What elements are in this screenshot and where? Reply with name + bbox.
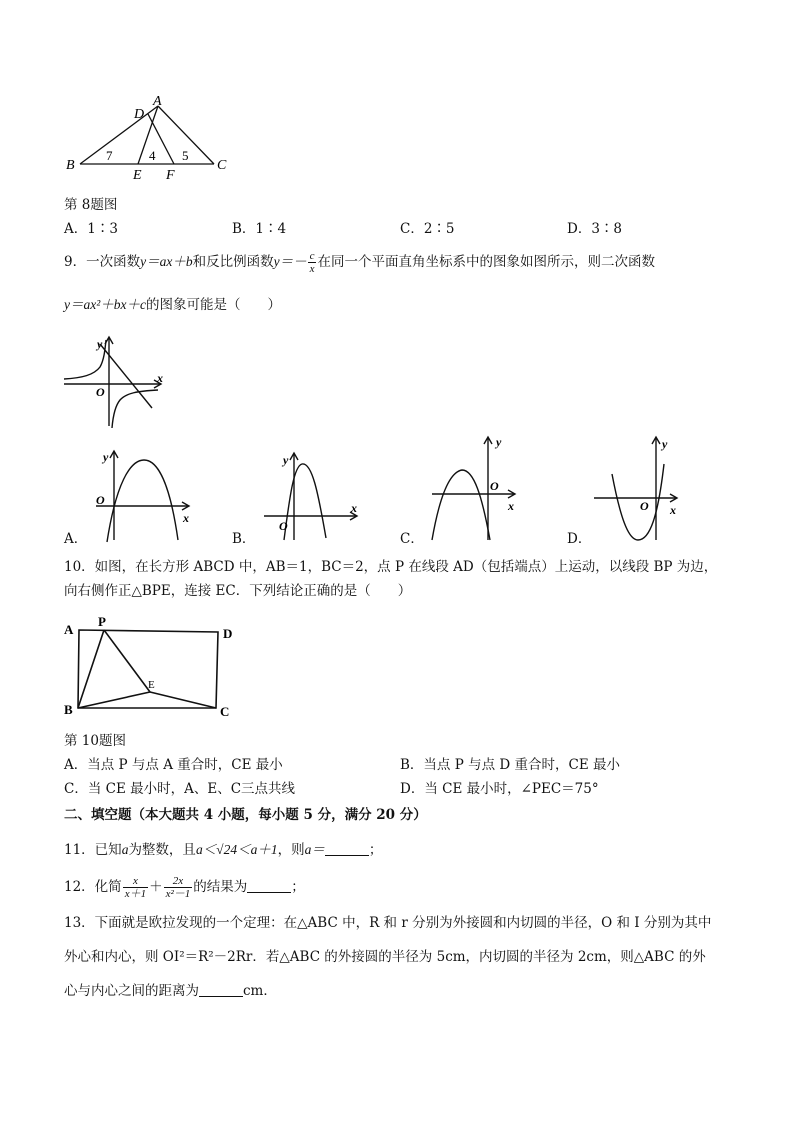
q9-stem-line2	[64, 296, 281, 314]
q9-option-d-label: D．	[567, 531, 592, 547]
q9-option-c-label: C．	[400, 531, 424, 547]
q10-choice-b: B．当点 P 与点 D 重合时，CE 最小	[400, 757, 620, 773]
parabola	[284, 464, 326, 540]
q10-rectangle-figure	[62, 612, 240, 720]
q10-choice-d: D．当 CE 最小时，∠PEC＝75°	[400, 781, 599, 797]
segment-PE	[104, 630, 150, 692]
q11-inequality: a＜√24＜a＋1	[195, 842, 278, 857]
q9-linear-function: y＝ax＋b	[140, 254, 193, 269]
q10-stem-line2: 向右侧作正△BPE，连接 EC．下列结论正确的是（ ）	[64, 583, 412, 599]
q10-caption: 第 10题图	[64, 733, 126, 749]
q9-main-graph	[62, 334, 172, 432]
q11-answer-blank[interactable]	[325, 841, 369, 856]
q13-line3	[64, 982, 277, 1000]
q13-line2: 外心和内心，则 OI²＝R²－2Rr．若△ABC 的外接圆的半径为 5cm，内切圆的半径为 2cm，则△ABC 的外	[64, 949, 706, 965]
q12-end: ；	[291, 879, 305, 895]
q8-caption: 第 8题图	[64, 197, 118, 213]
q9-quadratic-function: y＝ax²＋bx＋c	[64, 297, 147, 312]
q11-answer-lhs: a＝	[304, 842, 325, 857]
q13-text-a: 心与内心之间的距离为	[64, 983, 199, 999]
x-label: x	[508, 499, 514, 513]
q12-text-a: 12．化简	[64, 879, 122, 895]
area-label-7: 7	[106, 148, 113, 163]
x-label: x	[183, 511, 189, 525]
origin-label: O	[96, 493, 105, 507]
q9-option-a-label: A．	[64, 531, 88, 547]
q9-option-b-label: B．	[232, 531, 256, 547]
q11-text-c: 为整数，且	[128, 842, 196, 858]
origin-label: O	[490, 479, 499, 493]
q9-inverse-lhs: y＝－	[273, 254, 307, 269]
label-B: B	[64, 702, 73, 717]
q9-text-a: 一次函数	[86, 254, 141, 270]
y-label: y	[97, 337, 103, 351]
area-label-4: 4	[149, 148, 156, 163]
q11-line	[64, 841, 382, 859]
q9-inverse-num: c	[309, 250, 315, 262]
parabola	[107, 460, 178, 542]
segment-EC	[150, 692, 216, 708]
q12-f2-num: 2x	[164, 875, 193, 888]
q11-text-e: ，则	[277, 842, 305, 858]
q12-f1-den: x＋1	[124, 888, 147, 900]
label-D: D	[134, 107, 145, 122]
q13-text-b: cm．	[243, 983, 277, 999]
q11-end: ；	[368, 842, 383, 858]
segment-BP	[78, 630, 104, 708]
q12-answer-blank[interactable]	[247, 878, 291, 893]
rectangle-ABCD	[78, 630, 218, 708]
q12-text-b: 的结果为	[193, 879, 248, 895]
label-A: A	[153, 94, 162, 109]
q10-choice-c: C．当 CE 最小时，A、E、C三点共线	[64, 781, 296, 797]
q10-stem-line1: 10．如图，在长方形 ABCD 中，AB＝1，BC＝2，点 P 在线段 AD（包括端点）上运动，以线段 BP 为边，	[64, 559, 718, 575]
segment-BA	[80, 106, 158, 164]
q9-number: 9．	[64, 254, 87, 270]
q12-f2-den: x²－1	[165, 888, 191, 900]
q12-fraction-2	[164, 875, 193, 900]
origin-label: O	[640, 499, 649, 513]
q9-stem-line1	[64, 250, 655, 274]
label-F: F	[166, 168, 175, 182]
area-label-5: 5	[182, 148, 189, 163]
q9-inverse-den: x	[309, 263, 315, 275]
label-B: B	[66, 158, 75, 173]
label-D: D	[223, 626, 233, 641]
q12-plus: ＋	[149, 879, 163, 895]
q10-choice-a: A．当点 P 与点 A 重合时，CE 最小	[64, 757, 283, 773]
q9-text-d: 的图象可能是（ ）	[146, 297, 282, 313]
q13-line1: 13．下面就是欧拉发现的一个定理：在△ABC 中，R 和 r 分别为外接圆和内切圆的半径，O 和 I 分别为其中	[64, 915, 712, 931]
x-label: x	[670, 503, 676, 517]
q9-option-b-graph	[262, 448, 364, 544]
label-E: E	[133, 168, 142, 182]
y-label: y	[103, 450, 109, 464]
y-label: y	[496, 435, 502, 449]
q12-line	[64, 870, 305, 904]
linear-graph	[100, 344, 152, 408]
q8-choice-a: A．1∶3	[64, 221, 118, 237]
origin-label: O	[279, 519, 288, 533]
label-A: A	[64, 622, 74, 637]
q13-answer-blank[interactable]	[199, 982, 243, 997]
q9-option-d-graph	[592, 432, 688, 544]
label-P: P	[98, 614, 106, 629]
q8-choice-b: B．1∶4	[232, 221, 287, 237]
q8-choice-c: C．2∶5	[400, 221, 455, 237]
q11-text-a: 11．已知	[64, 842, 122, 858]
q9-option-a-graph	[92, 448, 194, 544]
x-label: x	[351, 501, 357, 515]
parabola	[432, 470, 490, 540]
origin-label: O	[96, 385, 105, 399]
label-C: C	[217, 158, 227, 173]
q11-var-a: a	[121, 842, 129, 857]
q9-text-c: 在同一个平面直角坐标系中的图象如图所示，则二次函数	[317, 254, 655, 270]
hyperbola-lower-right	[112, 390, 158, 428]
y-label: y	[283, 453, 289, 467]
q9-option-c-graph	[428, 432, 524, 544]
section-2-title: 二、填空题（本大题共 4 小题，每小题 5 分，满分 20 分）	[64, 807, 427, 823]
q12-f1-num: x	[123, 875, 148, 888]
x-label: x	[157, 371, 163, 385]
q8-triangle-figure	[62, 92, 237, 182]
q9-inverse-fraction	[308, 250, 317, 275]
segment-BE	[78, 692, 150, 708]
label-C: C	[220, 704, 230, 719]
q8-choice-d: D．3∶8	[567, 221, 623, 237]
y-label: y	[662, 437, 668, 451]
q12-fraction-1	[123, 875, 148, 900]
label-E: E	[148, 679, 155, 691]
q9-text-b: 和反比例函数	[192, 254, 274, 270]
